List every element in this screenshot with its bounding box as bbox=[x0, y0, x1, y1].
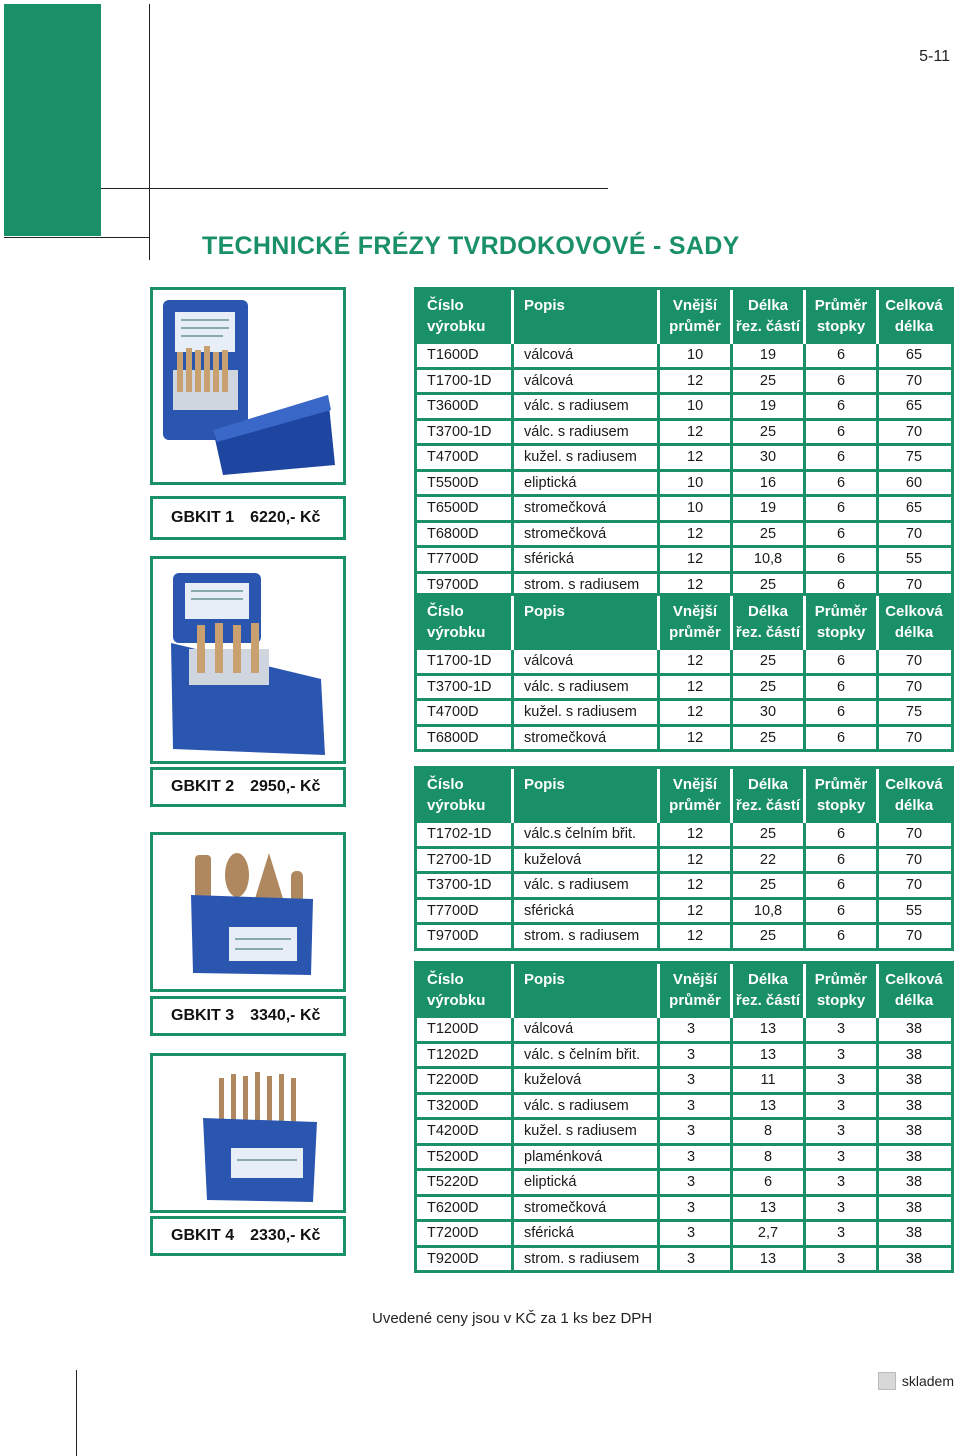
col-code-header: Číslo výrobku bbox=[417, 964, 514, 1018]
kit-name: GBKIT 3 bbox=[171, 1007, 235, 1024]
outer-diameter-cell: 12 bbox=[660, 849, 733, 872]
shank-diameter-cell: 6 bbox=[806, 727, 879, 750]
table-row bbox=[417, 1171, 951, 1197]
total-length-cell: 70 bbox=[905, 729, 923, 746]
code-cell: T7700D bbox=[417, 900, 514, 923]
outer-diameter-cell: 3 bbox=[660, 1248, 733, 1271]
table-row bbox=[417, 676, 951, 702]
code-cell: T1600D bbox=[417, 344, 514, 367]
cutting-length-cell: 13 bbox=[733, 1248, 806, 1271]
col-code-header: Číslo výrobku bbox=[417, 290, 514, 344]
outer-diameter-cell: 12 bbox=[660, 701, 733, 724]
shank-diameter-cell: 6 bbox=[806, 370, 879, 393]
table-row bbox=[417, 849, 951, 875]
desc-cell: stromečková bbox=[514, 523, 660, 546]
table-row bbox=[417, 900, 951, 926]
code-cell: T1700-1D bbox=[417, 370, 514, 393]
total-length-cell: 70 bbox=[905, 678, 923, 695]
outer-diameter-cell: 3 bbox=[660, 1222, 733, 1245]
shank-diameter-cell: 6 bbox=[806, 849, 879, 872]
total-length-cell: 38 bbox=[905, 1021, 923, 1037]
cutting-length-cell: 13 bbox=[733, 1044, 806, 1067]
shank-diameter-cell: 6 bbox=[806, 523, 879, 546]
kit-label-4 bbox=[150, 1216, 346, 1256]
code-cell: T6500D bbox=[417, 497, 514, 520]
total-length-cell: 38 bbox=[905, 1097, 923, 1114]
table-row bbox=[417, 548, 951, 574]
outer-diameter-cell: 3 bbox=[660, 1044, 733, 1067]
total-length-cell: 70 bbox=[905, 372, 923, 389]
cutting-length-cell: 10,8 bbox=[733, 548, 806, 571]
col-len-header: Délka řez. částí bbox=[733, 290, 806, 344]
burr-stand-image bbox=[153, 835, 343, 989]
desc-cell: kužel. s radiusem bbox=[514, 701, 660, 724]
cutting-length-cell: 6 bbox=[733, 1171, 806, 1194]
desc-cell: válc. s radiusem bbox=[514, 395, 660, 418]
cutting-length-cell: 19 bbox=[733, 395, 806, 418]
code-cell: T1700-1D bbox=[417, 650, 514, 673]
col-total-header: Celková délka bbox=[885, 776, 943, 814]
desc-cell: válc. s radiusem bbox=[514, 676, 660, 699]
kit-price: 2950,- Kč bbox=[250, 778, 321, 795]
cutting-length-cell: 25 bbox=[733, 574, 806, 597]
page-number: 5-11 bbox=[919, 48, 950, 65]
desc-cell: válcová bbox=[514, 650, 660, 673]
product-table-2 bbox=[414, 593, 954, 752]
outer-diameter-cell: 3 bbox=[660, 1197, 733, 1220]
desc-cell: válc. s radiusem bbox=[514, 874, 660, 897]
product-photo-kit2 bbox=[150, 556, 346, 764]
table-body bbox=[417, 650, 951, 752]
table-row bbox=[417, 874, 951, 900]
table-header bbox=[417, 964, 951, 1018]
table-header bbox=[417, 596, 951, 650]
product-photo-kit3 bbox=[150, 832, 346, 992]
outer-diameter-cell: 3 bbox=[660, 1171, 733, 1194]
table-row bbox=[417, 925, 951, 951]
outer-diameter-cell: 12 bbox=[660, 727, 733, 750]
shank-diameter-cell: 6 bbox=[806, 395, 879, 418]
code-cell: T3600D bbox=[417, 395, 514, 418]
outer-diameter-cell: 10 bbox=[660, 344, 733, 367]
total-length-cell: 38 bbox=[905, 1199, 923, 1216]
table-row bbox=[417, 1018, 951, 1044]
table-row bbox=[417, 727, 951, 753]
col-outer-header: Vnější průměr bbox=[660, 964, 733, 1018]
kit-price: 2330,- Kč bbox=[250, 1227, 321, 1244]
page-title: TECHNICKÉ FRÉZY TVRDOKOVOVÉ - SADY bbox=[202, 232, 740, 260]
desc-cell: kuželová bbox=[514, 849, 660, 872]
corner-accent-block bbox=[4, 4, 101, 236]
outer-diameter-cell: 3 bbox=[660, 1069, 733, 1092]
table-row bbox=[417, 1120, 951, 1146]
product-table-1 bbox=[414, 287, 954, 599]
shank-diameter-cell: 3 bbox=[806, 1044, 879, 1067]
col-len-header: Délka řez. částí bbox=[733, 964, 806, 1018]
cutting-length-cell: 19 bbox=[733, 497, 806, 520]
outer-diameter-cell: 3 bbox=[660, 1120, 733, 1143]
desc-cell: válc. s radiusem bbox=[514, 421, 660, 444]
desc-cell: kuželová bbox=[514, 1069, 660, 1092]
outer-diameter-cell: 12 bbox=[660, 823, 733, 846]
cutting-length-cell: 19 bbox=[733, 344, 806, 367]
code-cell: T7700D bbox=[417, 548, 514, 571]
desc-cell: válcová bbox=[514, 344, 660, 367]
total-length-cell: 65 bbox=[905, 398, 923, 414]
table-row bbox=[417, 421, 951, 447]
desc-cell: stromečková bbox=[514, 727, 660, 750]
table-row bbox=[417, 1222, 951, 1248]
cutting-length-cell: 25 bbox=[733, 676, 806, 699]
total-length-cell: 38 bbox=[905, 1148, 923, 1165]
outer-diameter-cell: 3 bbox=[660, 1146, 733, 1169]
code-cell: T6200D bbox=[417, 1197, 514, 1220]
frame-line bbox=[4, 237, 149, 238]
outer-diameter-cell: 10 bbox=[660, 497, 733, 520]
shank-diameter-cell: 6 bbox=[806, 676, 879, 699]
table-row bbox=[417, 1069, 951, 1095]
total-length-cell: 70 bbox=[905, 576, 923, 593]
cutting-length-cell: 16 bbox=[733, 472, 806, 495]
col-total-header: Celková délka bbox=[885, 603, 943, 641]
stock-label: skladem bbox=[901, 1373, 954, 1389]
cutting-length-cell: 25 bbox=[733, 874, 806, 897]
price-note: Uvedené ceny jsou v KČ za 1 ks bez DPH bbox=[372, 1310, 653, 1327]
desc-cell: eliptická bbox=[514, 1171, 660, 1194]
table-row bbox=[417, 344, 951, 370]
table-header bbox=[417, 769, 951, 823]
col-code-header: Číslo výrobku bbox=[417, 769, 514, 823]
outer-diameter-cell: 12 bbox=[660, 421, 733, 444]
desc-cell: kužel. s radiusem bbox=[514, 446, 660, 469]
table-row bbox=[417, 472, 951, 498]
shank-diameter-cell: 6 bbox=[806, 344, 879, 367]
col-outer-header: Vnější průměr bbox=[660, 596, 733, 650]
col-desc-header: Popis bbox=[514, 596, 660, 650]
shank-diameter-cell: 6 bbox=[806, 650, 879, 673]
table-row bbox=[417, 1146, 951, 1172]
col-shank-header: Průměr stopky bbox=[806, 769, 879, 823]
table-header bbox=[417, 290, 951, 344]
total-length-cell: 38 bbox=[905, 1046, 923, 1063]
cutting-length-cell: 25 bbox=[733, 370, 806, 393]
desc-cell: stromečková bbox=[514, 1197, 660, 1220]
table-body bbox=[417, 1018, 951, 1273]
cutting-length-cell: 25 bbox=[733, 523, 806, 546]
desc-cell: strom. s radiusem bbox=[514, 574, 660, 597]
outer-diameter-cell: 12 bbox=[660, 676, 733, 699]
kit-label-2 bbox=[150, 767, 346, 807]
total-length-cell: 70 bbox=[905, 851, 923, 868]
outer-diameter-cell: 3 bbox=[660, 1095, 733, 1118]
total-length-cell: 70 bbox=[905, 653, 923, 669]
burr-stand-image bbox=[153, 1056, 343, 1210]
cutting-length-cell: 13 bbox=[733, 1197, 806, 1220]
cutting-length-cell: 25 bbox=[733, 925, 806, 948]
desc-cell: válcová bbox=[514, 370, 660, 393]
code-cell: T5220D bbox=[417, 1171, 514, 1194]
desc-cell: strom. s radiusem bbox=[514, 1248, 660, 1271]
code-cell: T2700-1D bbox=[417, 849, 514, 872]
col-len-header: Délka řez. částí bbox=[733, 769, 806, 823]
table-row bbox=[417, 1095, 951, 1121]
code-cell: T2200D bbox=[417, 1069, 514, 1092]
desc-cell: válcová bbox=[514, 1018, 660, 1041]
shank-diameter-cell: 6 bbox=[806, 497, 879, 520]
shank-diameter-cell: 3 bbox=[806, 1222, 879, 1245]
cutting-length-cell: 22 bbox=[733, 849, 806, 872]
stock-swatch-icon bbox=[878, 1372, 896, 1390]
col-len-header: Délka řez. částí bbox=[733, 596, 806, 650]
desc-cell: sférická bbox=[514, 1222, 660, 1245]
kit-name: GBKIT 4 bbox=[171, 1227, 235, 1244]
burr-case-image bbox=[153, 559, 343, 761]
col-desc-header: Popis bbox=[514, 290, 660, 344]
total-length-cell: 65 bbox=[905, 347, 923, 363]
kit-label-1 bbox=[150, 496, 346, 540]
code-cell: T3700-1D bbox=[417, 421, 514, 444]
table-row bbox=[417, 1044, 951, 1070]
table-row bbox=[417, 650, 951, 676]
outer-diameter-cell: 12 bbox=[660, 650, 733, 673]
shank-diameter-cell: 6 bbox=[806, 874, 879, 897]
product-photo-kit1 bbox=[150, 287, 346, 485]
total-length-cell: 70 bbox=[905, 826, 923, 842]
cutting-length-cell: 11 bbox=[733, 1069, 806, 1092]
col-code-header: Číslo výrobku bbox=[417, 596, 514, 650]
shank-diameter-cell: 6 bbox=[806, 574, 879, 597]
kit-price: 3340,- Kč bbox=[250, 1007, 321, 1024]
code-cell: T9700D bbox=[417, 574, 514, 597]
cutting-length-cell: 8 bbox=[733, 1120, 806, 1143]
cutting-length-cell: 30 bbox=[733, 446, 806, 469]
stock-legend bbox=[878, 1372, 954, 1390]
col-outer-header: Vnější průměr bbox=[660, 290, 733, 344]
table-row bbox=[417, 701, 951, 727]
total-length-cell: 75 bbox=[905, 449, 923, 465]
code-cell: T4700D bbox=[417, 446, 514, 469]
cutting-length-cell: 10,8 bbox=[733, 900, 806, 923]
code-cell: T5200D bbox=[417, 1146, 514, 1169]
outer-diameter-cell: 12 bbox=[660, 925, 733, 948]
col-desc-header: Popis bbox=[514, 964, 660, 1018]
cutting-length-cell: 25 bbox=[733, 421, 806, 444]
kit-label-3 bbox=[150, 996, 346, 1036]
product-table-3 bbox=[414, 766, 954, 951]
col-desc-header: Popis bbox=[514, 769, 660, 823]
code-cell: T1200D bbox=[417, 1018, 514, 1041]
outer-diameter-cell: 10 bbox=[660, 395, 733, 418]
desc-cell: sférická bbox=[514, 548, 660, 571]
shank-diameter-cell: 3 bbox=[806, 1197, 879, 1220]
total-length-cell: 38 bbox=[905, 1250, 923, 1267]
burr-case-image bbox=[153, 290, 343, 482]
col-outer-header: Vnější průměr bbox=[660, 769, 733, 823]
code-cell: T3200D bbox=[417, 1095, 514, 1118]
shank-diameter-cell: 3 bbox=[806, 1248, 879, 1271]
code-cell: T9700D bbox=[417, 925, 514, 948]
shank-diameter-cell: 3 bbox=[806, 1095, 879, 1118]
code-cell: T3700-1D bbox=[417, 874, 514, 897]
outer-diameter-cell: 12 bbox=[660, 548, 733, 571]
code-cell: T1202D bbox=[417, 1044, 514, 1067]
cutting-length-cell: 13 bbox=[733, 1018, 806, 1041]
product-table-4 bbox=[414, 961, 954, 1273]
total-length-cell: 38 bbox=[905, 1174, 923, 1190]
total-length-cell: 70 bbox=[905, 928, 923, 944]
shank-diameter-cell: 6 bbox=[806, 472, 879, 495]
cutting-length-cell: 2,7 bbox=[733, 1222, 806, 1245]
desc-cell: eliptická bbox=[514, 472, 660, 495]
total-length-cell: 60 bbox=[905, 474, 923, 491]
table-body bbox=[417, 344, 951, 599]
desc-cell: kužel. s radiusem bbox=[514, 1120, 660, 1143]
shank-diameter-cell: 6 bbox=[806, 925, 879, 948]
outer-diameter-cell: 12 bbox=[660, 874, 733, 897]
shank-diameter-cell: 6 bbox=[806, 548, 879, 571]
table-row bbox=[417, 1197, 951, 1223]
code-cell: T7200D bbox=[417, 1222, 514, 1245]
shank-diameter-cell: 6 bbox=[806, 446, 879, 469]
kit-name: GBKIT 2 bbox=[171, 778, 235, 795]
cutting-length-cell: 25 bbox=[733, 727, 806, 750]
table-row bbox=[417, 823, 951, 849]
shank-diameter-cell: 3 bbox=[806, 1069, 879, 1092]
outer-diameter-cell: 10 bbox=[660, 472, 733, 495]
code-cell: T3700-1D bbox=[417, 676, 514, 699]
total-length-cell: 75 bbox=[905, 704, 923, 720]
outer-diameter-cell: 12 bbox=[660, 900, 733, 923]
col-shank-header: Průměr stopky bbox=[806, 964, 879, 1018]
outer-diameter-cell: 12 bbox=[660, 523, 733, 546]
cutting-length-cell: 25 bbox=[733, 823, 806, 846]
table-row bbox=[417, 395, 951, 421]
col-total-header: Celková délka bbox=[885, 971, 943, 1009]
frame-line bbox=[76, 1370, 77, 1456]
desc-cell: strom. s radiusem bbox=[514, 925, 660, 948]
total-length-cell: 55 bbox=[905, 902, 923, 919]
desc-cell: stromečková bbox=[514, 497, 660, 520]
total-length-cell: 70 bbox=[905, 525, 923, 542]
code-cell: T1702-1D bbox=[417, 823, 514, 846]
table-row bbox=[417, 370, 951, 396]
code-cell: T9200D bbox=[417, 1248, 514, 1271]
shank-diameter-cell: 6 bbox=[806, 823, 879, 846]
shank-diameter-cell: 6 bbox=[806, 701, 879, 724]
desc-cell: plaménková bbox=[514, 1146, 660, 1169]
code-cell: T4700D bbox=[417, 701, 514, 724]
total-length-cell: 38 bbox=[905, 1072, 923, 1088]
table-row bbox=[417, 1248, 951, 1274]
shank-diameter-cell: 6 bbox=[806, 900, 879, 923]
cutting-length-cell: 13 bbox=[733, 1095, 806, 1118]
code-cell: T6800D bbox=[417, 523, 514, 546]
desc-cell: sférická bbox=[514, 900, 660, 923]
shank-diameter-cell: 6 bbox=[806, 421, 879, 444]
frame-line bbox=[101, 188, 608, 189]
kit-name: GBKIT 1 bbox=[171, 509, 235, 526]
kit-price: 6220,- Kč bbox=[250, 509, 321, 526]
outer-diameter-cell: 3 bbox=[660, 1018, 733, 1041]
total-length-cell: 55 bbox=[905, 551, 923, 567]
table-row bbox=[417, 523, 951, 549]
table-row bbox=[417, 497, 951, 523]
table-row bbox=[417, 446, 951, 472]
outer-diameter-cell: 12 bbox=[660, 370, 733, 393]
col-total-header: Celková délka bbox=[885, 297, 943, 335]
table-body bbox=[417, 823, 951, 951]
cutting-length-cell: 8 bbox=[733, 1146, 806, 1169]
total-length-cell: 70 bbox=[905, 877, 923, 893]
total-length-cell: 38 bbox=[905, 1225, 923, 1241]
desc-cell: válc.s čelním břit. bbox=[514, 823, 660, 846]
total-length-cell: 38 bbox=[905, 1123, 923, 1139]
outer-diameter-cell: 12 bbox=[660, 574, 733, 597]
desc-cell: válc. s radiusem bbox=[514, 1095, 660, 1118]
shank-diameter-cell: 3 bbox=[806, 1120, 879, 1143]
outer-diameter-cell: 12 bbox=[660, 446, 733, 469]
shank-diameter-cell: 3 bbox=[806, 1146, 879, 1169]
col-shank-header: Průměr stopky bbox=[806, 290, 879, 344]
code-cell: T6800D bbox=[417, 727, 514, 750]
code-cell: T5500D bbox=[417, 472, 514, 495]
frame-line bbox=[149, 4, 150, 260]
desc-cell: válc. s čelním břit. bbox=[514, 1044, 660, 1067]
col-shank-header: Průměr stopky bbox=[806, 596, 879, 650]
total-length-cell: 65 bbox=[905, 500, 923, 516]
product-photo-kit4 bbox=[150, 1053, 346, 1213]
cutting-length-cell: 30 bbox=[733, 701, 806, 724]
shank-diameter-cell: 3 bbox=[806, 1171, 879, 1194]
total-length-cell: 70 bbox=[905, 423, 923, 440]
cutting-length-cell: 25 bbox=[733, 650, 806, 673]
shank-diameter-cell: 3 bbox=[806, 1018, 879, 1041]
code-cell: T4200D bbox=[417, 1120, 514, 1143]
